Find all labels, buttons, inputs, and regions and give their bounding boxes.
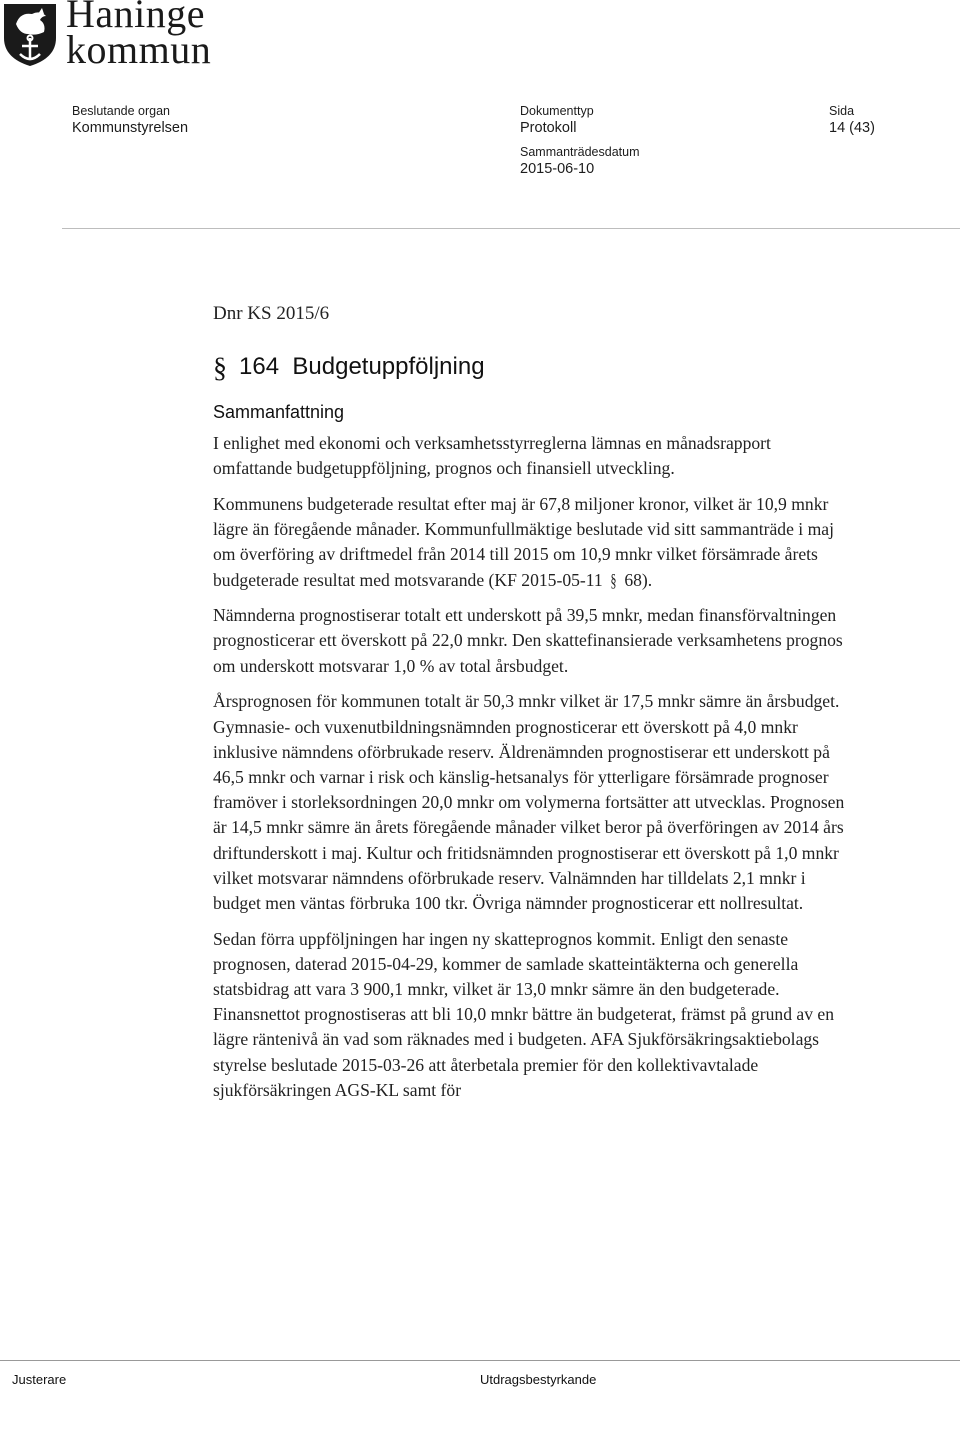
date-value: 2015-06-10	[520, 161, 595, 177]
date-label: Sammanträdesdatum	[520, 145, 640, 159]
organ-block	[72, 103, 188, 137]
page-block	[829, 103, 875, 137]
section-number: 164	[239, 353, 280, 380]
case-number: Dnr KS 2015/6	[213, 303, 330, 324]
doctype-value: Protokoll	[520, 120, 577, 136]
section-symbol: §	[213, 353, 227, 384]
utdragsbestyrkande-label: Utdragsbestyrkande	[480, 1372, 597, 1387]
paragraph-2	[213, 492, 853, 593]
paragraph-1: I enlighet med ekonomi och verksamhetsstyrreglerna lämnas en månadsrapport omfattande budgetuppföljning, prognos och finansiell utveckling.	[213, 433, 771, 479]
paragraph-4: Årsprognosen för kommunen totalt är 50,3 mnkr vilket är 17,5 mnkr sämre än årsbudget. Gymnasie- och vuxenutbildningsnämnden prognosticerar ett överskott på 4,0 mnkr inklusive nämndens oförbrukade reserv. Äldrenämnden prognostiserar ett underskott på 46,5 mnkr och varnar i risk och känslig-hetsanalys för ytterligare försämrade prognoser framöver i storleksordningen 20,0 mnkr om volymerna fortsätter att utvecklas. Prognosen är 14,5 mnkr sämre än årets föregående månader vilket beror på överföringen av 2014 års driftunderskott i maj. Kultur och fritidsnämnden prognostiserar ett överskott på 1,0 mnkr vilket motsvarar nämndens oförbrukade reserv. Valnämnden har tilldelats 2,1 mnkr i budget men väntas förbruka 100 tkr. Övriga nämnder prognosticerar ett nollresultat.	[213, 691, 845, 913]
page-number: 14 (43)	[829, 120, 875, 136]
logo-line-2: kommun	[66, 27, 212, 72]
logo-line-1: Haninge	[66, 0, 206, 36]
summary-body	[213, 431, 853, 1103]
summary-heading: Sammanfattning	[213, 402, 345, 422]
footer-divider	[0, 1360, 960, 1361]
section-heading	[213, 350, 485, 382]
page-label: Sida	[829, 104, 855, 118]
haninge-logo	[0, 0, 240, 80]
paragraph-5: Sedan förra uppföljningen har ingen ny skatteprognos kommit. Enligt den senaste prognosen, daterad 2015-04-29, kommer de samlade skatteintäkterna och generella statsbidrag att vara 3 900,1 mnkr, vilket är 13,0 mnkr sämre än den budgeterade. Finansnettot prognostiseras att bli 10,0 mnkr bättre än budgeterat, främst på grund av en lägre räntenivå än vad som räknades med i budgeten. AFA Sjukförsäkringsaktiebolags styrelse beslutade 2015-03-26 att återbetala premier för den kollektivavtalade sjukförsäkringen AGS-KL samt för	[213, 928, 835, 1100]
doctype-block	[520, 103, 640, 178]
organ-value: Kommunstyrelsen	[72, 120, 189, 136]
organ-label: Beslutande organ	[72, 104, 170, 118]
justerare-label: Justerare	[12, 1372, 67, 1387]
section-title: Budgetuppföljning	[292, 353, 485, 380]
section-symbol-inline: §	[610, 569, 617, 590]
paragraph-2-ref: 68).	[624, 569, 653, 590]
coat-of-arms-icon	[2, 2, 58, 68]
paragraph-3: Nämnderna prognostiserar totalt ett underskott på 39,5 mnkr, medan finansförvaltningen prognosticerar ett överskott på 22,0 mnkr. Den skattefinansierade verksamhetens prognos om underskott motsvarar 1,0 % av total årsbudget.	[213, 605, 843, 676]
paragraph-2-text: Kommunens budgeterade resultat efter maj är 67,8 miljoner kronor, vilket är 10,9 mnkr lägre än föregående månader. Kommunfullmäktige beslutade vid sitt sammanträde i maj om överföring av driftmedel från 2014 till 2015 om 10,9 mnkr vilket försämrade årets budgeterade resultat med motsvarande (KF 2015-05-11	[213, 493, 834, 590]
doctype-label: Dokumenttyp	[520, 104, 594, 118]
logo-wordmark	[66, 0, 212, 72]
header-divider	[62, 228, 960, 229]
